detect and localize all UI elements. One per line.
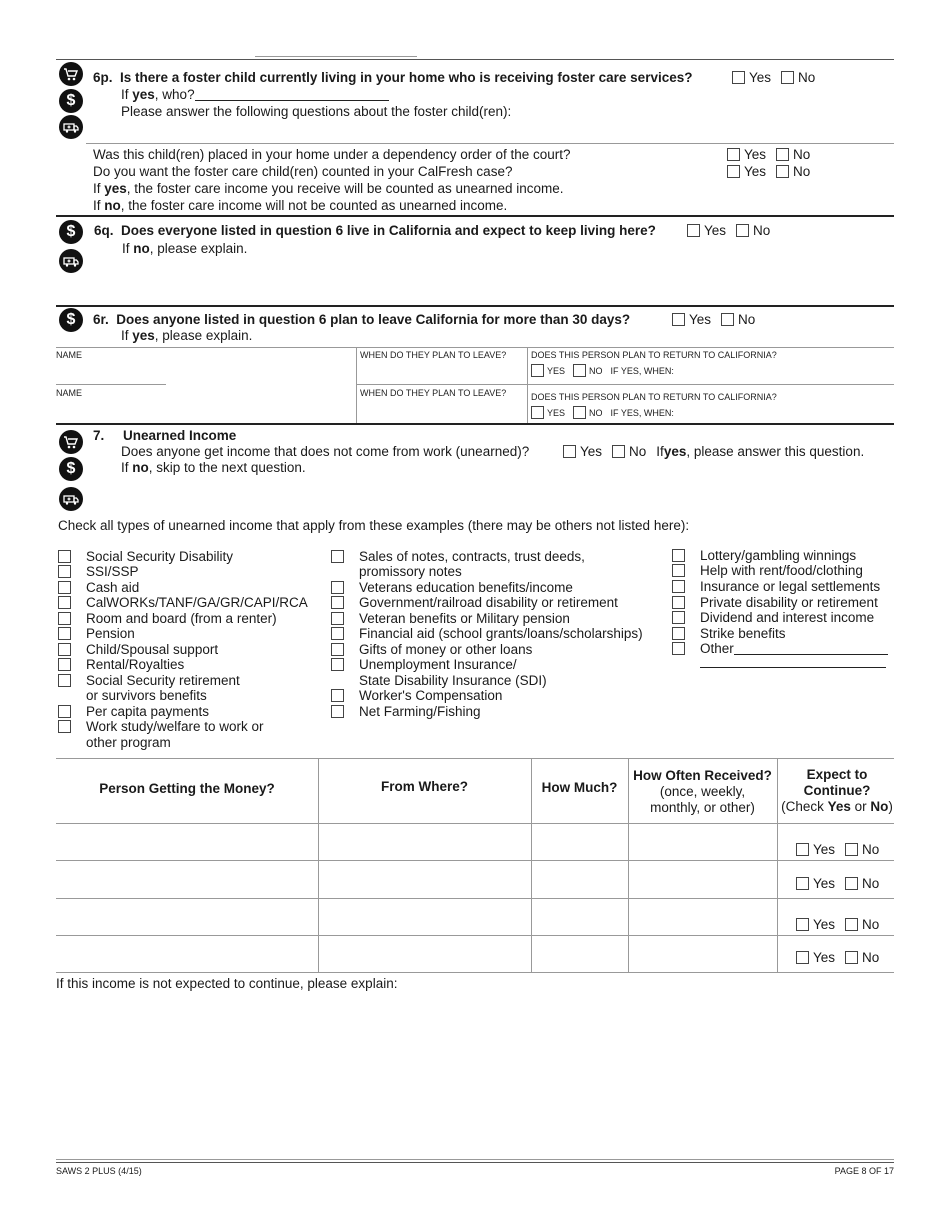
income-item: Work study/welfare to work or [86, 719, 264, 734]
income-checkbox[interactable] [331, 705, 344, 718]
q6q-question: 6q. Does everyone listed in question 6 live in California and expect to keep living here? [94, 223, 656, 238]
table-row: Yes No [796, 950, 889, 965]
income-checkbox[interactable] [672, 611, 685, 624]
q6r-row1-return-label: DOES THIS PERSON PLAN TO RETURN TO CALIFORNIA? [531, 350, 777, 360]
page-number: PAGE 8 OF 17 [834, 1166, 894, 1176]
income-item: Worker's Compensation [359, 688, 502, 703]
income-checkbox[interactable] [331, 550, 344, 563]
q7-question: Does anyone get income that does not come from work (unearned)? [121, 444, 530, 459]
q6r-row2-return-label: DOES THIS PERSON PLAN TO RETURN TO CALIFORNIA? [531, 392, 777, 402]
cart-icon [59, 62, 83, 86]
row-yes-checkbox[interactable] [796, 843, 809, 856]
th-from: From Where? [380, 779, 468, 794]
q6p-no-checkbox[interactable] [781, 71, 794, 84]
form-id: SAWS 2 PLUS (4/15) [56, 1166, 142, 1176]
q6p-sub-q2-yes-no: Yes No [727, 164, 820, 179]
q7-yes-no: Yes No If yes , please answer this question. [563, 444, 864, 459]
income-checkbox[interactable] [331, 581, 344, 594]
income-checkbox[interactable] [331, 627, 344, 640]
income-checkbox[interactable] [331, 689, 344, 702]
q6p-instruction: Please answer the following questions about the foster child(ren): [121, 104, 512, 119]
income-item: Financial aid (school grants/loans/scholarships) [359, 626, 643, 641]
income-item: Cash aid [86, 580, 139, 595]
q6q-yes-no: Yes No [687, 223, 780, 238]
income-checkbox[interactable] [331, 612, 344, 625]
income-checkbox[interactable] [58, 550, 71, 563]
q7-title: 7. Unearned Income [93, 428, 237, 443]
income-checkbox[interactable] [331, 596, 344, 609]
income-checkbox[interactable] [331, 658, 344, 671]
other-field-line2[interactable] [700, 655, 886, 668]
q6p-sub-q1: Was this child(ren) placed in your home under a dependency order of the court? [93, 147, 571, 162]
income-item: Social Security Disability [86, 549, 233, 564]
income-checkbox[interactable] [672, 642, 685, 655]
q6r-row1-no-checkbox[interactable] [573, 364, 586, 377]
income-item: Insurance or legal settlements [700, 579, 880, 594]
income-item: Per capita payments [86, 704, 209, 719]
row-no-checkbox[interactable] [845, 918, 858, 931]
q6r-row2-name-label: NAME [56, 388, 83, 398]
q6r-row1-name-label: NAME [56, 350, 83, 360]
income-item: Rental/Royalties [86, 657, 184, 672]
dollar-icon: $ [59, 457, 83, 481]
table-row: Yes No [796, 842, 889, 857]
row-no-checkbox[interactable] [845, 843, 858, 856]
row-yes-checkbox[interactable] [796, 951, 809, 964]
dollar-icon: $ [59, 89, 83, 113]
income-item: Dividend and interest income [700, 610, 874, 625]
income-checkbox[interactable] [331, 643, 344, 656]
q6p-sub2-no-checkbox[interactable] [776, 165, 789, 178]
income-checkbox[interactable] [58, 581, 71, 594]
row-no-checkbox[interactable] [845, 877, 858, 890]
q6p-sub1-yes-checkbox[interactable] [727, 148, 740, 161]
income-item: Government/railroad disability or retirement [359, 595, 618, 610]
income-item: SSI/SSP [86, 564, 139, 579]
q6q-explain: If no, please explain. [122, 241, 248, 256]
income-item: Help with rent/food/clothing [700, 563, 863, 578]
dollar-icon: $ [59, 220, 83, 244]
income-item-other: Other [700, 641, 888, 656]
dollar-icon: $ [59, 308, 83, 332]
income-item: Veterans education benefits/income [359, 580, 573, 595]
q6r-yes-checkbox[interactable] [672, 313, 685, 326]
q6r-question: 6r. Does anyone listed in question 6 plan to leave California for more than 30 days? [93, 312, 631, 327]
q6p-sub-q1-yes-no: Yes No [727, 147, 820, 162]
q6r-row2-when-label: WHEN DO THEY PLAN TO LEAVE? [360, 388, 507, 398]
q6r-row1-return-yes-no: YES NO IF YES, WHEN: [531, 364, 674, 377]
th-how-much: How Much? [541, 780, 618, 795]
income-item: Lottery/gambling winnings [700, 548, 856, 563]
table-row: Yes No [796, 917, 889, 932]
q7-no-checkbox[interactable] [612, 445, 625, 458]
q6r-row1-when-label: WHEN DO THEY PLAN TO LEAVE? [360, 350, 507, 360]
cart-icon [59, 430, 83, 454]
q7-yes-checkbox[interactable] [563, 445, 576, 458]
q6p-sub1-no-checkbox[interactable] [776, 148, 789, 161]
q6p-sub2-yes-checkbox[interactable] [727, 165, 740, 178]
q6p-note-no: If no, the foster care income will not be counted as unearned income. [93, 198, 508, 213]
income-item: Room and board (from a renter) [86, 611, 277, 626]
income-item: Pension [86, 626, 135, 641]
q6p-if-yes-who: If yes, who? [121, 87, 389, 102]
income-checkbox[interactable] [672, 549, 685, 562]
th-how-often: How Often Received? (once, weekly, monthly, or other) [633, 768, 772, 815]
q6p-note-yes: If yes, the foster care income you receive will be counted as unearned income. [93, 181, 564, 196]
income-checkbox[interactable] [58, 705, 71, 718]
income-checkbox[interactable] [672, 580, 685, 593]
q6r-explain: If yes, please explain. [121, 328, 253, 343]
income-checkbox[interactable] [672, 627, 685, 640]
q6p-sub-q2: Do you want the foster care child(ren) counted in your CalFresh case? [93, 164, 513, 179]
q6p-who-field[interactable] [195, 88, 389, 101]
q6q-no-checkbox[interactable] [736, 224, 749, 237]
q6r-no-checkbox[interactable] [721, 313, 734, 326]
q6p-yes-no: Yes No [732, 70, 825, 85]
q7-skip: If no, skip to the next question. [121, 460, 306, 475]
table-row: Yes No [796, 876, 889, 891]
q7-check-all: Check all types of unearned income that apply from these examples (there may be others not listed here): [58, 518, 690, 533]
income-item: Net Farming/Fishing [359, 704, 481, 719]
q6r-row2-yes-checkbox[interactable] [531, 406, 544, 419]
other-field[interactable] [734, 642, 888, 655]
income-item: Social Security retirement [86, 673, 240, 688]
q6r-row2-return-yes-no: YES NO IF YES, WHEN: [531, 406, 674, 419]
income-checkbox[interactable] [58, 627, 71, 640]
row-no-checkbox[interactable] [845, 951, 858, 964]
income-item: Veteran benefits or Military pension [359, 611, 570, 626]
income-item: Private disability or retirement [700, 595, 878, 610]
income-checkbox[interactable] [58, 658, 71, 671]
income-checkbox[interactable] [58, 643, 71, 656]
income-checkbox[interactable] [58, 596, 71, 609]
income-checkbox[interactable] [58, 720, 71, 733]
income-item-continuation: State Disability Insurance (SDI) [359, 673, 547, 688]
income-item-continuation: promissory notes [359, 564, 462, 579]
th-person: Person Getting the Money? [99, 781, 275, 796]
income-checkbox[interactable] [672, 564, 685, 577]
income-checkbox[interactable] [58, 565, 71, 578]
q6q-yes-checkbox[interactable] [687, 224, 700, 237]
q6p-question: 6p. Is there a foster child currently living in your home who is receiving foster care services? [93, 70, 693, 85]
q6r-row1-yes-checkbox[interactable] [531, 364, 544, 377]
row-yes-checkbox[interactable] [796, 918, 809, 931]
q6r-row2-no-checkbox[interactable] [573, 406, 586, 419]
ambulance-icon [59, 115, 83, 139]
q6r-yes-no: Yes No [672, 312, 765, 327]
q6p-yes-checkbox[interactable] [732, 71, 745, 84]
income-checkbox[interactable] [672, 596, 685, 609]
income-item: Strike benefits [700, 626, 786, 641]
row-yes-checkbox[interactable] [796, 877, 809, 890]
income-item: Unemployment Insurance/ [359, 657, 517, 672]
q7-explain: If this income is not expected to continue, please explain: [56, 976, 398, 991]
ambulance-icon [59, 249, 83, 273]
income-checkbox[interactable] [58, 674, 71, 687]
income-item: Sales of notes, contracts, trust deeds, [359, 549, 585, 564]
income-item-continuation: other program [86, 735, 171, 750]
income-item: Child/Spousal support [86, 642, 218, 657]
income-item: Gifts of money or other loans [359, 642, 532, 657]
th-expect: Expect to Continue? (Check Yes or No) [781, 767, 893, 814]
income-checkbox[interactable] [58, 612, 71, 625]
income-item-continuation: or survivors benefits [86, 688, 207, 703]
income-item: CalWORKs/TANF/GA/GR/CAPI/RCA [86, 595, 308, 610]
ambulance-icon [59, 487, 83, 511]
